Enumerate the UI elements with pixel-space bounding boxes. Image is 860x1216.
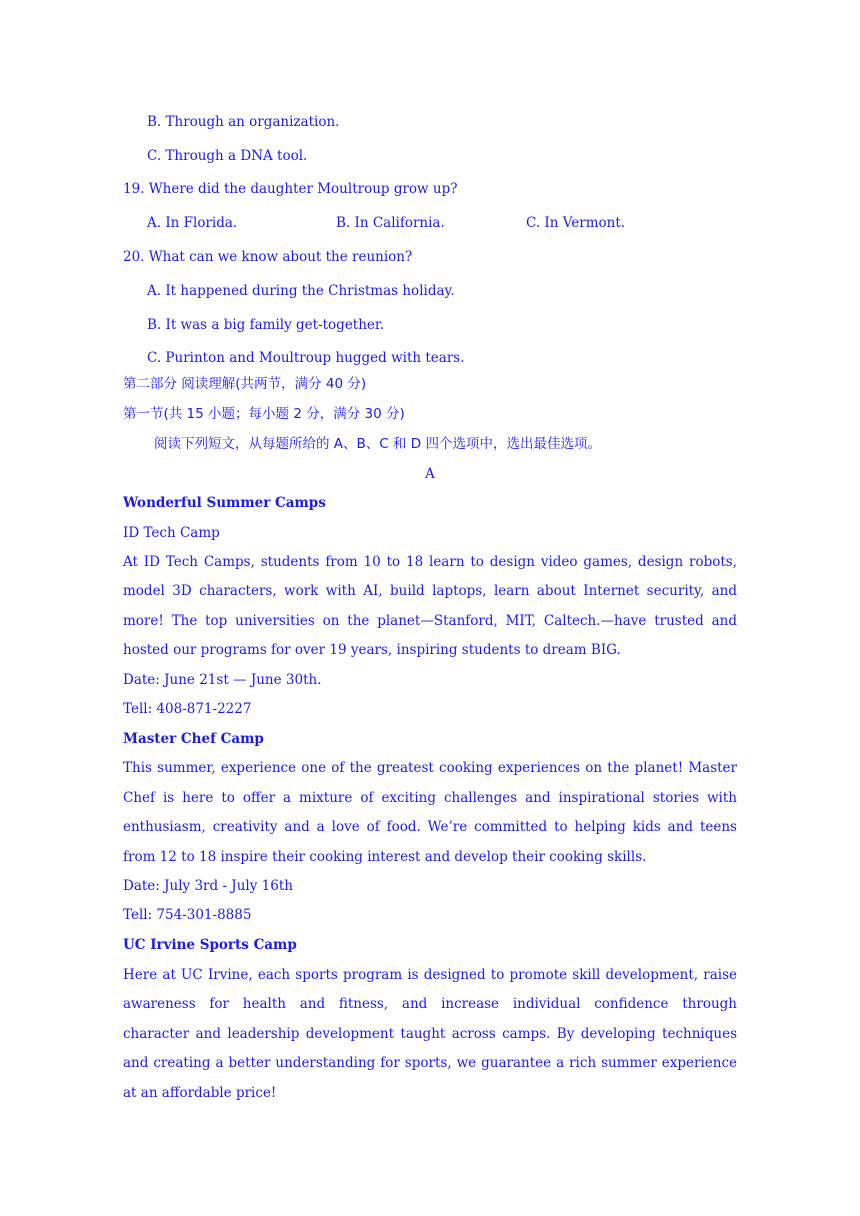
q20-stem: 20. What can we know about the reunion? <box>123 249 413 265</box>
camp-text-line: Here at UC Irvine, each sports program is designed to promote skill development, raise <box>123 967 737 983</box>
part-title: 第二部分 阅读理解(共两节，满分 40 分) <box>123 376 367 392</box>
q19-option-b: B. In California. <box>336 215 445 231</box>
camp-text-line: awareness for health and fitness, and increase individual confidence through <box>123 996 737 1012</box>
q20-option-a: A. It happened during the Christmas holiday. <box>147 283 455 299</box>
camp-text-line: model 3D characters, work with AI, build laptops, learn about Internet security, and <box>123 583 737 599</box>
camp-text-line: at an affordable price! <box>123 1085 277 1101</box>
camp-text-line: from 12 to 18 inspire their cooking interest and develop their cooking skills. <box>123 849 647 865</box>
subsection-title: 第一节(共 15 小题；每小题 2 分，满分 30 分) <box>123 406 405 422</box>
camp-text-line: enthusiasm, creativity and a love of food. We’re committed to helping kids and teens <box>123 819 737 835</box>
camp-name-master-chef: Master Chef Camp <box>123 731 264 747</box>
q19-options-row <box>147 214 667 232</box>
camp-tel: Tell: 408-871-2227 <box>123 701 252 717</box>
q20-option-b: B. It was a big family get-together. <box>147 317 385 333</box>
camp-text-line: more! The top universities on the planet—Stanford, MIT, Caltech.—have trusted and <box>123 613 737 629</box>
passage-letter: A <box>425 466 435 482</box>
camp-text-line: character and leadership development taught across camps. By developing techniques <box>123 1026 737 1042</box>
camp-name-id-tech: ID Tech Camp <box>123 525 220 541</box>
camp-date: Date: July 3rd - July 16th <box>123 878 293 894</box>
q18-option-c: C. Through a DNA tool. <box>147 148 308 164</box>
camp-name-uc-irvine: UC Irvine Sports Camp <box>123 937 297 953</box>
camp-text-line: and creating a better understanding for sports, we guarantee a rich summer experience <box>123 1055 737 1071</box>
section-instruction: 阅读下列短文，从每题所给的 A、B、C 和 D 四个选项中，选出最佳选项。 <box>154 436 601 452</box>
q19-option-a: A. In Florida. <box>147 215 238 231</box>
camp-text-line: hosted our programs for over 19 years, inspiring students to dream BIG. <box>123 642 621 658</box>
q20-option-c: C. Purinton and Moultroup hugged with tears. <box>147 350 465 366</box>
camp-text-line: At ID Tech Camps, students from 10 to 18 learn to design video games, design robots, <box>123 554 737 570</box>
q19-stem: 19. Where did the daughter Moultroup grow up? <box>123 181 458 197</box>
camp-text-line: Chef is here to offer a mixture of exciting challenges and inspirational stories with <box>123 790 737 806</box>
camp-text-line: This summer, experience one of the greatest cooking experiences on the planet! Master <box>123 760 737 776</box>
q18-option-b: B. Through an organization. <box>147 114 340 130</box>
camp-tel: Tell: 754-301-8885 <box>123 907 252 923</box>
camp-date: Date: June 21st — June 30th. <box>123 672 322 688</box>
passage-title: Wonderful Summer Camps <box>123 495 326 511</box>
q19-option-c: C. In Vermont. <box>526 215 626 231</box>
